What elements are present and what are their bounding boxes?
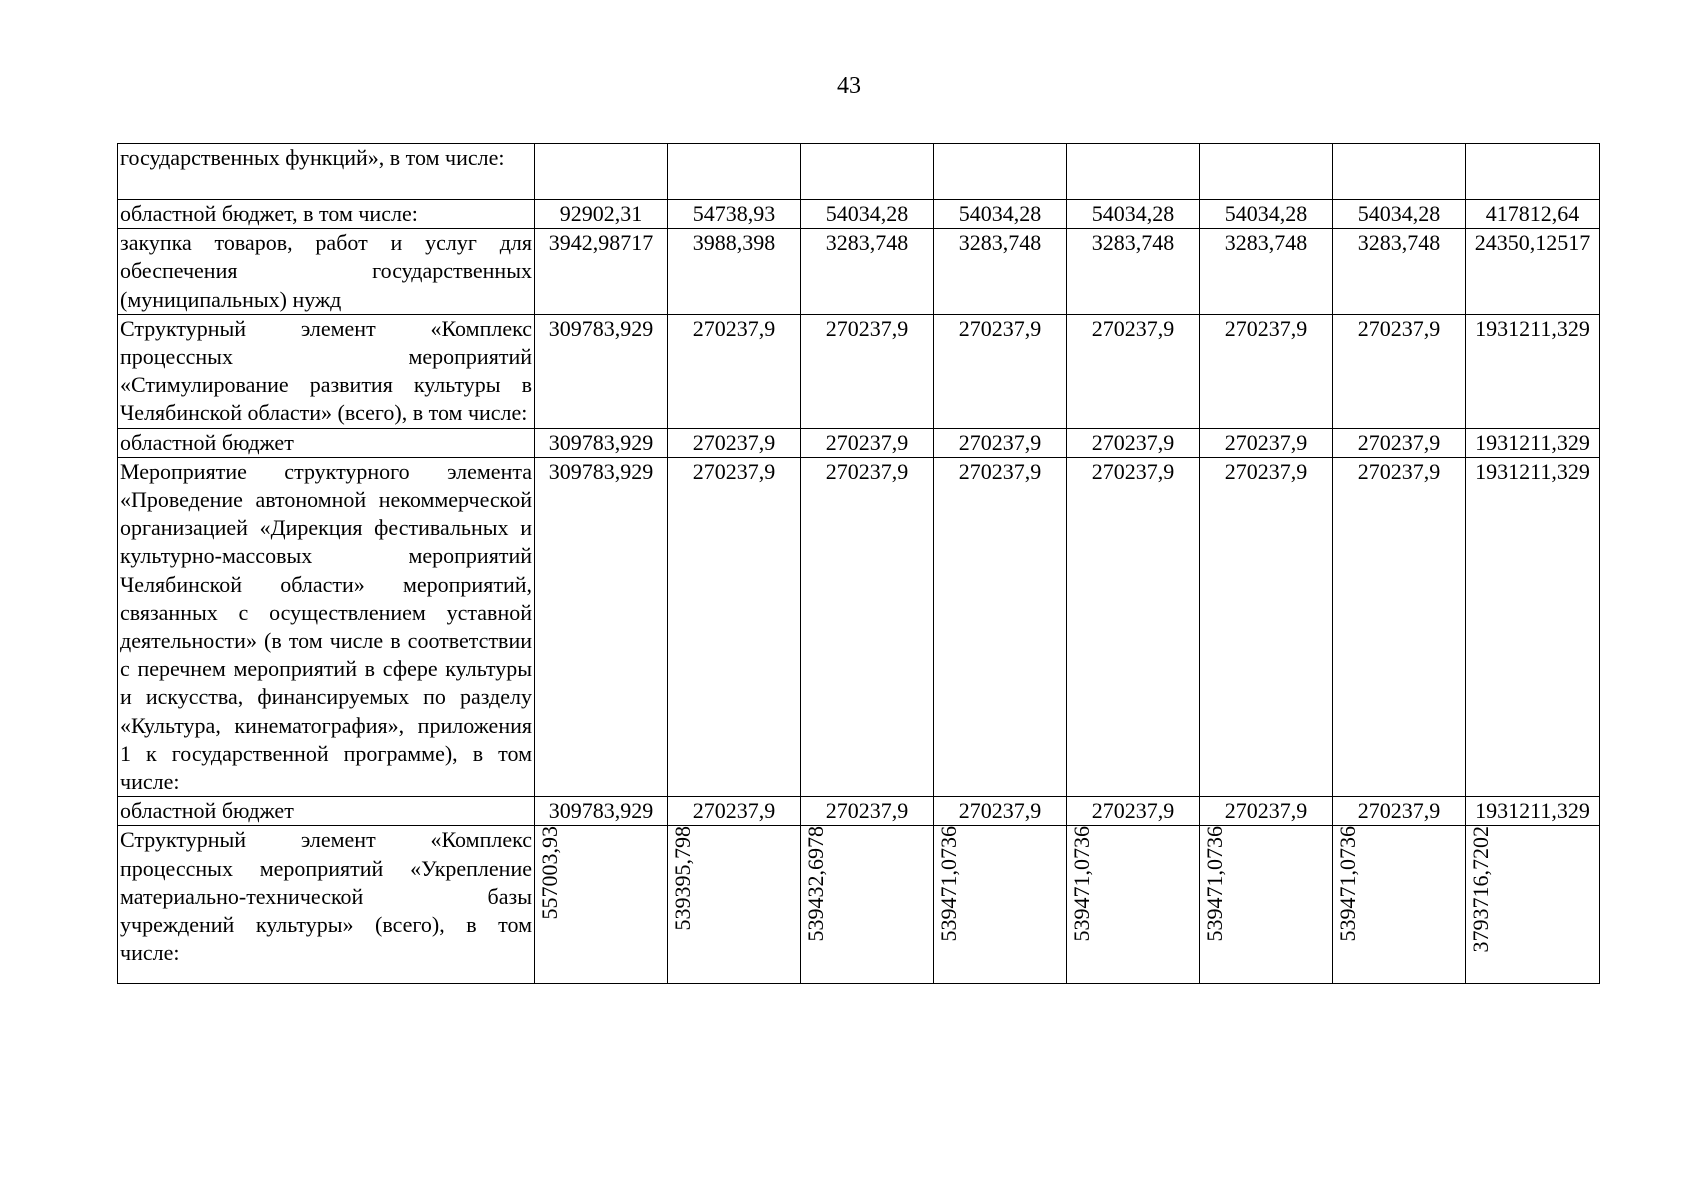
row-label: Структурный элемент «Комплекс процессных мероприятий «Стимулирование развития культуры в Челябинской области» (всего), в том числе: xyxy=(118,314,535,428)
table-cell: 270237,9 xyxy=(801,457,934,796)
table-cell: 54034,28 xyxy=(1200,200,1333,229)
table-cell xyxy=(934,144,1067,200)
vertical-value: 539471,0736 xyxy=(1335,826,1360,942)
vertical-value: 539471,0736 xyxy=(1202,826,1227,942)
table-row xyxy=(118,457,1600,796)
vertical-value: 557003,93 xyxy=(537,826,562,920)
table-cell: 3988,398 xyxy=(668,229,801,315)
row-label: областной бюджет, в том числе: xyxy=(118,200,535,229)
vertical-value: 539395,798 xyxy=(670,826,695,931)
table-cell xyxy=(1466,144,1600,200)
row-label: Структурный элемент «Комплекс процессных мероприятий «Укрепление материально-технической базы учреждений культуры» (всего), в том числе: xyxy=(118,826,535,984)
row-label: Мероприятие структурного элемента «Проведение автономной некоммерческой организацией «Дирекция фестивальных и культурно-массовых мероприятий Челябинской области» мероприятий, связанных с осуществлением уставной деятельности» (в том числе в соответствии с перечнем мероприятий в сфере культуры и искусства, финансируемых по разделу «Культура, кинематография», приложения 1 к государственной программе), в том числе: xyxy=(118,457,535,796)
table-cell: 270237,9 xyxy=(934,797,1067,826)
table-cell-vertical xyxy=(668,826,801,984)
table-row xyxy=(118,428,1600,457)
table-cell-vertical xyxy=(934,826,1067,984)
table-cell: 270237,9 xyxy=(668,428,801,457)
table-cell: 270237,9 xyxy=(1200,428,1333,457)
table-cell: 270237,9 xyxy=(1333,314,1466,428)
table-cell: 270237,9 xyxy=(668,314,801,428)
vertical-value: 539471,0736 xyxy=(1069,826,1094,942)
table-cell: 3942,98717 xyxy=(535,229,668,315)
vertical-value: 539432,6978 xyxy=(803,826,828,942)
table-row xyxy=(118,314,1600,428)
table-cell: 92902,31 xyxy=(535,200,668,229)
table-cell-vertical xyxy=(1466,826,1600,984)
table-cell: 54034,28 xyxy=(1067,200,1200,229)
table-cell: 270237,9 xyxy=(1333,457,1466,796)
table-row xyxy=(118,229,1600,315)
table-cell: 3283,748 xyxy=(801,229,934,315)
page-number: 43 xyxy=(837,73,861,99)
table-cell: 270237,9 xyxy=(668,797,801,826)
table-cell: 270237,9 xyxy=(934,428,1067,457)
vertical-value: 3793716,7202 xyxy=(1468,826,1493,953)
table-cell: 24350,12517 xyxy=(1466,229,1600,315)
table-cell: 3283,748 xyxy=(934,229,1067,315)
table-cell xyxy=(801,144,934,200)
table-cell: 3283,748 xyxy=(1200,229,1333,315)
table-cell: 270237,9 xyxy=(1333,428,1466,457)
table-cell: 1931211,329 xyxy=(1466,797,1600,826)
table-cell-vertical xyxy=(801,826,934,984)
table-row xyxy=(118,797,1600,826)
table-cell: 270237,9 xyxy=(801,428,934,457)
table-cell: 270237,9 xyxy=(1333,797,1466,826)
table-cell xyxy=(668,144,801,200)
table-cell: 3283,748 xyxy=(1067,229,1200,315)
table-cell: 54738,93 xyxy=(668,200,801,229)
table-cell: 270237,9 xyxy=(1200,457,1333,796)
table-cell-vertical xyxy=(1067,826,1200,984)
table-cell: 309783,929 xyxy=(535,457,668,796)
table-cell: 54034,28 xyxy=(934,200,1067,229)
table-cell: 1931211,329 xyxy=(1466,428,1600,457)
table-cell: 417812,64 xyxy=(1466,200,1600,229)
table-cell xyxy=(1200,144,1333,200)
table-cell: 309783,929 xyxy=(535,314,668,428)
table-cell: 270237,9 xyxy=(1200,797,1333,826)
table-cell-vertical xyxy=(1200,826,1333,984)
table-cell: 54034,28 xyxy=(1333,200,1466,229)
table-cell xyxy=(1067,144,1200,200)
table-cell: 54034,28 xyxy=(801,200,934,229)
table-row xyxy=(118,200,1600,229)
table-cell: 270237,9 xyxy=(934,457,1067,796)
row-label: областной бюджет xyxy=(118,428,535,457)
vertical-value: 539471,0736 xyxy=(936,826,961,942)
table-cell: 309783,929 xyxy=(535,428,668,457)
row-label: закупка товаров, работ и услуг для обеспечения государственных (муниципальных) нужд xyxy=(118,229,535,315)
table-cell: 1931211,329 xyxy=(1466,314,1600,428)
table-cell: 1931211,329 xyxy=(1466,457,1600,796)
table-cell: 270237,9 xyxy=(668,457,801,796)
table-row xyxy=(118,826,1600,984)
table-cell: 270237,9 xyxy=(1067,428,1200,457)
table-cell: 309783,929 xyxy=(535,797,668,826)
row-label: областной бюджет xyxy=(118,797,535,826)
table-cell: 270237,9 xyxy=(934,314,1067,428)
table-cell: 270237,9 xyxy=(1200,314,1333,428)
table-cell xyxy=(1333,144,1466,200)
table-row xyxy=(118,144,1600,200)
row-label: государственных функций», в том числе: xyxy=(118,144,535,200)
table-cell: 3283,748 xyxy=(1333,229,1466,315)
table-cell-vertical xyxy=(1333,826,1466,984)
table-cell: 270237,9 xyxy=(1067,314,1200,428)
table-cell: 270237,9 xyxy=(1067,457,1200,796)
table-cell: 270237,9 xyxy=(801,797,934,826)
budget-table xyxy=(117,143,1600,984)
table-cell-vertical xyxy=(535,826,668,984)
table-cell: 270237,9 xyxy=(801,314,934,428)
table-cell: 270237,9 xyxy=(1067,797,1200,826)
table-cell xyxy=(535,144,668,200)
